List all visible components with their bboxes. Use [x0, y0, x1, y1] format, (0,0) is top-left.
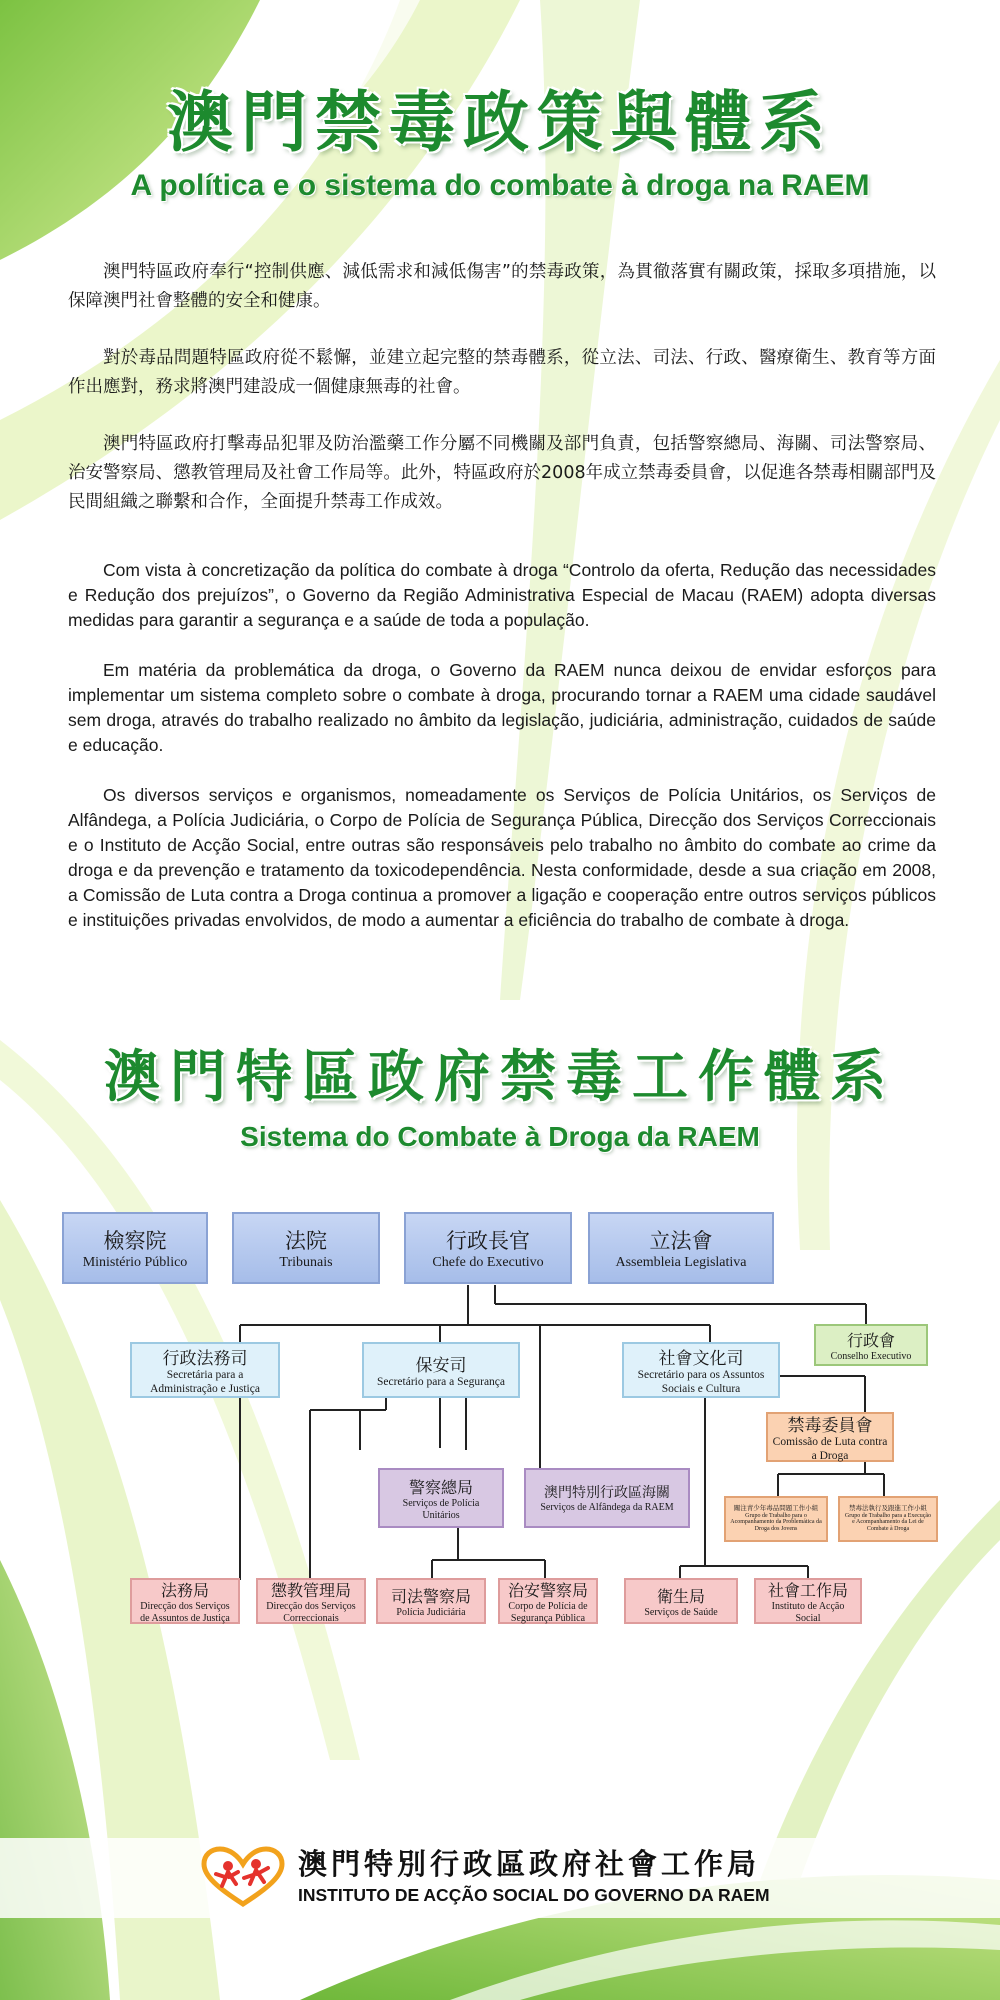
org-node-legislative-assembly	[588, 1212, 774, 1284]
org-node-executive-council	[814, 1324, 928, 1366]
org-node-judiciary-police	[376, 1578, 486, 1624]
org-node-secretariat-administration-justice-pt: Secretária para a Administração e Justiça	[150, 1369, 260, 1395]
org-node-customs	[524, 1468, 690, 1528]
org-node-unitary-police	[378, 1468, 504, 1528]
org-node-unitary-police-pt: Serviços de Polícia Unitários	[402, 1498, 480, 1521]
org-node-secretariat-administration-justice-zh: 行政法務司	[162, 1349, 248, 1370]
org-node-health-services-zh: 衛生局	[656, 1586, 705, 1606]
org-node-judiciary-police-pt: Polícia Judiciária	[396, 1606, 466, 1618]
intro-pt-paragraph-2: Em matéria da problemática da droga, o Governo da RAEM nunca deixou de envidar esforços para implementar um sistema completo sobre o combate à droga, procurando tornar a RAEM uma cidade saudável sem droga, através do trabalho realizado no âmbito da legislação, judiciária, administração, cuidados de saúde e educação.	[68, 660, 936, 755]
org-node-legislative-assembly-pt: Assembleia Legislativa	[615, 1254, 747, 1270]
org-node-public-security-police	[498, 1578, 598, 1624]
org-node-unitary-police-zh: 警察總局	[408, 1478, 473, 1497]
org-node-courts-pt: Tribunais	[279, 1254, 333, 1270]
org-node-executive-council-zh: 行政會	[846, 1330, 895, 1350]
org-node-drug-commission-zh: 禁毒委員會	[787, 1416, 873, 1437]
footer-name-zh: 澳門特別行政區政府社會工作局	[298, 1847, 761, 1881]
org-node-correctional-services-pt: Direcção dos Serviços Correccionais	[266, 1601, 356, 1624]
footer-name-pt: INSTITUTO DE ACÇÃO SOCIAL DO GOVERNO DA RAEM	[298, 1885, 770, 1905]
org-node-health-services	[624, 1578, 738, 1624]
system-subtitle: Sistema do Combate à Droga da RAEM	[240, 1121, 760, 1152]
org-node-youth-drug-working-group	[724, 1496, 828, 1542]
org-node-youth-drug-working-group-zh: 關注青少年毒品問題工作小組	[733, 1503, 819, 1512]
org-node-secretariat-social-culture	[622, 1342, 780, 1398]
org-node-drug-law-working-group-pt: Grupo de Trabalho para a Execução e Acompanhamento da Lei de Combate à Droga	[844, 1512, 932, 1533]
org-node-procuratorate	[62, 1212, 208, 1284]
page-title: 澳門禁毒政策與體系	[167, 83, 833, 161]
org-node-justice-affairs	[130, 1578, 240, 1624]
org-node-justice-affairs-pt: Direcção dos Serviços de Assuntos de Justiça	[140, 1601, 230, 1624]
org-node-correctional-services	[256, 1578, 366, 1624]
org-node-social-welfare-pt: Instituto de Acção Social	[771, 1601, 845, 1624]
intro-zh-paragraph-3: 澳門特區政府打擊毒品犯罪及防治濫藥工作分屬不同機關及部門負責，包括警察總局、海關、司法警察局、治安警察局、懲教管理局及社會工作局等。此外，特區政府於2008年成立禁毒委員會，以促進各禁毒相關部門及民間組織之聯繫和合作，全面提升禁毒工作成效。	[68, 434, 936, 512]
org-node-judiciary-police-zh: 司法警察局	[390, 1586, 471, 1606]
org-node-courts-zh: 法院	[285, 1228, 327, 1253]
org-node-secretariat-security	[362, 1342, 520, 1398]
org-node-correctional-services-zh: 懲教管理局	[270, 1581, 351, 1600]
org-node-social-welfare-zh: 社會工作局	[767, 1581, 848, 1600]
org-node-justice-affairs-zh: 法務局	[160, 1581, 209, 1600]
org-node-youth-drug-working-group-pt: Grupo de Trabalho para o Acompanhamento da Problemática da Droga dos Jovens	[730, 1512, 822, 1533]
org-node-procuratorate-zh: 檢察院	[103, 1228, 167, 1253]
org-node-executive-council-pt: Conselho Executivo	[830, 1350, 912, 1362]
org-node-secretariat-administration-justice	[130, 1342, 280, 1398]
org-node-secretariat-social-culture-zh: 社會文化司	[658, 1349, 744, 1370]
org-node-procuratorate-pt: Ministério Público	[82, 1254, 188, 1270]
org-node-drug-law-working-group-zh: 禁毒法執行及跟進工作小組	[849, 1503, 927, 1512]
org-node-customs-pt: Serviços de Alfândega da RAEM	[540, 1502, 674, 1514]
org-node-chief-executive	[404, 1212, 572, 1284]
org-node-legislative-assembly-zh: 立法會	[649, 1228, 713, 1253]
intro-pt-paragraph-1: Com vista à concretização da política do combate à droga “Controlo da oferta, Redução das necessidades e Redução dos prejuízos”, o Governo da Região Administrativa Especial de Macau (RAEM) adopta diversas medidas para garantir a segurança e a saúde de toda a população.	[68, 560, 936, 630]
org-node-secretariat-social-culture-pt: Secretário para os Assuntos Sociais e Cultura	[637, 1369, 765, 1395]
org-node-health-services-pt: Serviços de Saúde	[644, 1606, 718, 1618]
intro-zh-paragraph-2: 對於毒品問題特區政府從不鬆懈，並建立起完整的禁毒體系，從立法、司法、行政、醫療衛生、教育等方面作出應對，務求將澳門建設成一個健康無毒的社會。	[68, 348, 936, 397]
org-node-drug-law-working-group	[838, 1496, 938, 1542]
org-node-public-security-police-zh: 治安警察局	[507, 1581, 588, 1600]
intro-portuguese	[68, 558, 936, 933]
org-node-drug-commission-pt: Comissão de Luta contra a Droga	[772, 1436, 888, 1462]
org-node-secretariat-security-zh: 保安司	[415, 1355, 467, 1376]
org-node-secretariat-security-pt: Secretário para a Segurança	[376, 1375, 506, 1388]
org-node-chief-executive-zh: 行政長官	[446, 1228, 530, 1253]
org-node-public-security-police-pt: Corpo de Polícia de Segurança Pública	[508, 1601, 588, 1624]
intro-pt-paragraph-3: Os diversos serviços e organismos, nomeadamente os Serviços de Polícia Unitários, os Serviços de Alfândega, a Polícia Judiciária, o Corpo de Polícia de Segurança Pública, Direcção dos Serviços Correccionais e o Instituto de Acção Social, entre outras são responsáveis pelo trabalho no âmbito do combate ao crime da droga e da prevenção e tratamento da toxicodependência. Nesta conformidade, desde a sua criação em 2008, a Comissão de Luta contra a Droga continua a promover a ligação e cooperação entre outros serviços públicos e instituições privadas envolvidos, de modo a aumentar a eficiência do trabalho de combate à droga.	[68, 785, 936, 930]
ias-heart-logo-icon	[198, 1846, 288, 1908]
system-title: 澳門特區政府禁毒工作體系	[104, 1044, 896, 1110]
org-node-social-welfare	[754, 1578, 862, 1624]
org-node-customs-zh: 澳門特別行政區海關	[544, 1485, 670, 1502]
org-node-chief-executive-pt: Chefe do Executivo	[432, 1254, 544, 1270]
intro-zh-paragraph-1: 澳門特區政府奉行“控制供應、減低需求和減低傷害”的禁毒政策，為貫徹落實有關政策，採取多項措施，以保障澳門社會整體的安全和健康。	[68, 262, 936, 311]
org-node-courts	[232, 1212, 380, 1284]
intro-chinese	[68, 258, 936, 517]
page-subtitle: A política e o sistema do combate à droga na RAEM	[130, 169, 870, 202]
org-node-drug-commission	[766, 1412, 894, 1462]
